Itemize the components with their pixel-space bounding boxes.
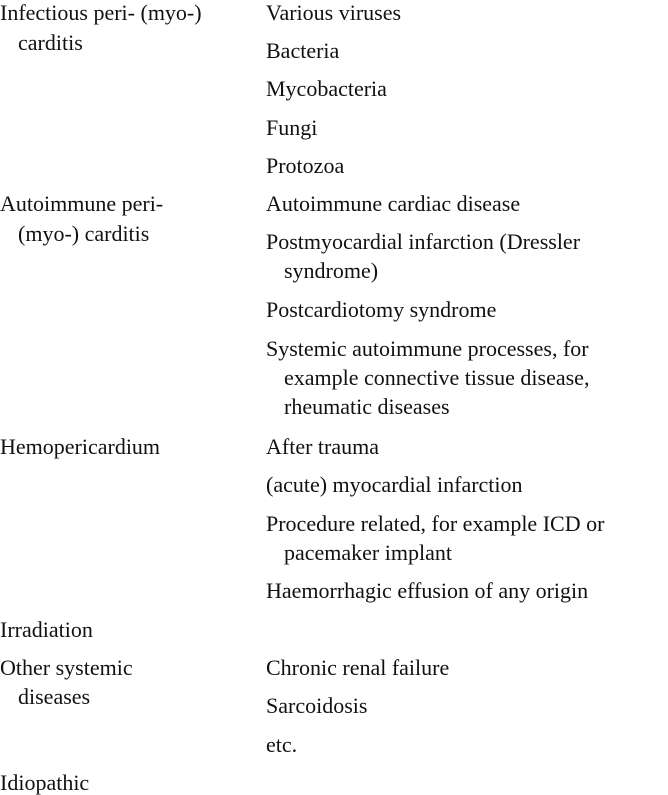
cause-postmyocardial-infarction-line-1: Postmyocardial infarction (Dressler bbox=[266, 229, 581, 254]
cause-postcardiotomy-syndrome: Postcardiotomy syndrome bbox=[266, 297, 497, 322]
category-autoimmune-line-1: Autoimmune peri- bbox=[0, 191, 164, 216]
cause-systemic-autoimmune-line-3: rheumatic diseases bbox=[284, 394, 450, 419]
category-irradiation: Irradiation bbox=[0, 617, 93, 642]
category-other-systemic-line-1: Other systemic bbox=[0, 655, 133, 680]
category-hemopericardium: Hemopericardium bbox=[0, 434, 161, 459]
cause-fungi: Fungi bbox=[266, 115, 318, 140]
cause-after-trauma: After trauma bbox=[266, 434, 379, 459]
cause-acute-myocardial-infarction: (acute) myocardial infarction bbox=[266, 472, 523, 497]
category-idiopathic: Idiopathic bbox=[0, 770, 90, 795]
cause-bacteria: Bacteria bbox=[266, 38, 340, 63]
category-other-systemic-line-2: diseases bbox=[18, 684, 91, 709]
cause-various-viruses: Various viruses bbox=[266, 0, 402, 25]
cause-procedure-related-line-2: pacemaker implant bbox=[284, 540, 452, 565]
category-infectious-line-2: carditis bbox=[18, 30, 83, 55]
cause-etc: etc. bbox=[266, 732, 298, 757]
cause-chronic-renal-failure: Chronic renal failure bbox=[266, 655, 450, 680]
category-infectious-line-1: Infectious peri- (myo-) bbox=[0, 0, 202, 25]
cause-mycobacteria: Mycobacteria bbox=[266, 76, 387, 101]
cause-procedure-related-line-1: Procedure related, for example ICD or bbox=[266, 511, 605, 536]
cause-systemic-autoimmune-line-2: example connective tissue disease, bbox=[284, 365, 590, 390]
cause-systemic-autoimmune-line-1: Systemic autoimmune processes, for bbox=[266, 336, 589, 361]
cause-haemorrhagic-effusion: Haemorrhagic effusion of any origin bbox=[266, 578, 589, 603]
category-autoimmune-line-2: (myo-) carditis bbox=[18, 221, 150, 246]
cause-postmyocardial-infarction-line-2: syndrome) bbox=[284, 258, 379, 283]
cause-sarcoidosis: Sarcoidosis bbox=[266, 693, 368, 718]
cause-autoimmune-cardiac-disease: Autoimmune cardiac disease bbox=[266, 191, 521, 216]
cause-protozoa: Protozoa bbox=[266, 153, 345, 178]
